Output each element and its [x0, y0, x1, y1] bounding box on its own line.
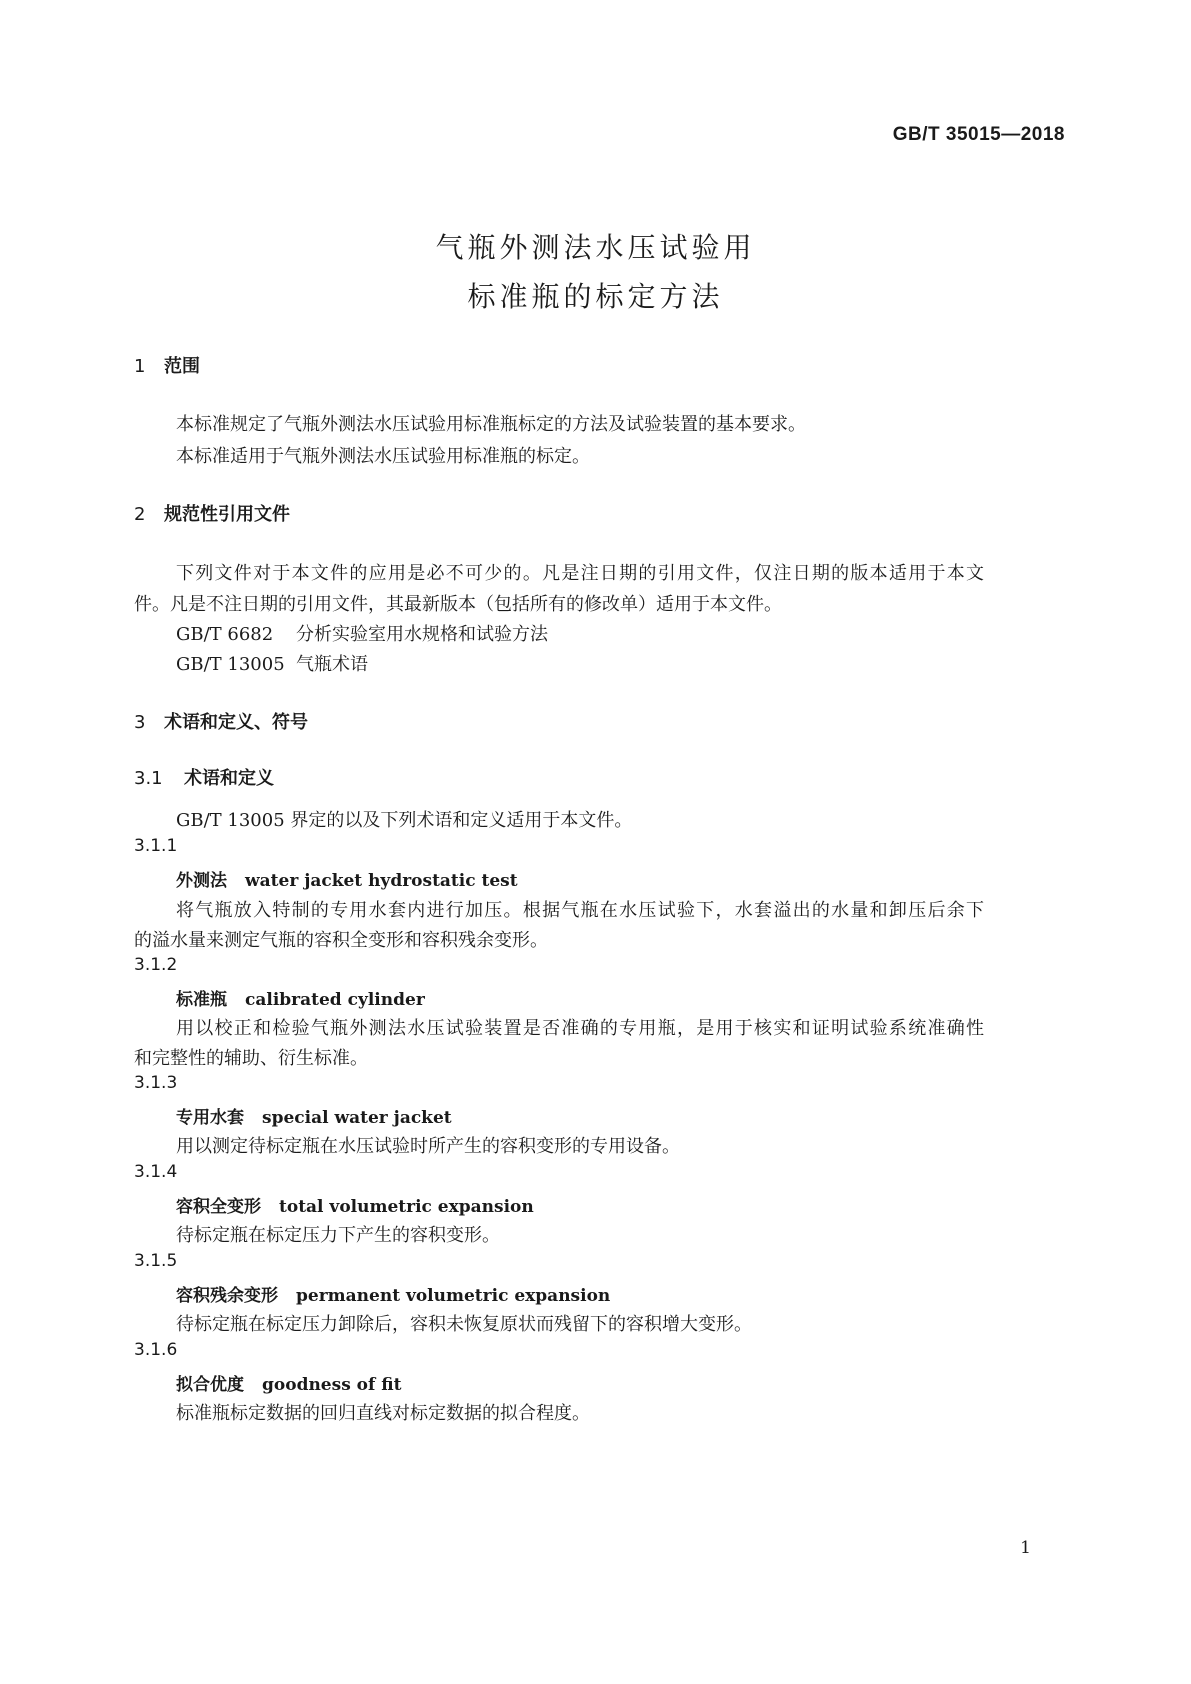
standard-number: GB/T 35015—2018	[892, 124, 1065, 145]
section-title: 规范性引用文件	[164, 504, 290, 525]
term-number: 3.1.5	[134, 1251, 178, 1271]
term-heading	[176, 1192, 534, 1217]
paragraph: GB/T 13005 界定的以及下列术语和定义适用于本文件。	[176, 810, 633, 831]
term-number: 3.1.2	[134, 955, 178, 975]
reference-item	[176, 620, 548, 646]
term-zh: 拟合优度	[176, 1375, 244, 1395]
term-en: goodness of fit	[262, 1375, 402, 1395]
term-number: 3.1.6	[134, 1340, 178, 1360]
reference-title: 气瓶术语	[296, 654, 368, 675]
term-zh: 容积全变形	[176, 1197, 261, 1217]
term-definition: 用以校正和检验气瓶外测法水压试验装置是否准确的专用瓶，是用于核实和证明试验系统准确性	[176, 1018, 984, 1039]
term-en: special water jacket	[262, 1108, 452, 1128]
term-definition: 标准瓶标定数据的回归直线对标定数据的拟合程度。	[176, 1403, 590, 1424]
term-definition: 用以测定待标定瓶在水压试验时所产生的容积变形的专用设备。	[176, 1136, 680, 1157]
term-number: 3.1.3	[134, 1073, 178, 1093]
section-number: 1	[134, 356, 146, 377]
term-heading	[176, 1103, 452, 1128]
term-definition: 和完整性的辅助、衍生标准。	[134, 1048, 368, 1069]
paragraph: 件。凡是不注日期的引用文件，其最新版本（包括所有的修改单）适用于本文件。	[134, 594, 782, 615]
section-number: 2	[134, 504, 146, 525]
term-zh: 外测法	[176, 871, 227, 891]
section-number: 3	[134, 712, 146, 733]
paragraph: 下列文件对于本文件的应用是必不可少的。凡是注日期的引用文件，仅注日期的版本适用于本文	[176, 563, 984, 584]
term-heading	[176, 985, 425, 1010]
term-definition: 待标定瓶在标定压力下产生的容积变形。	[176, 1225, 500, 1246]
term-en: permanent volumetric expansion	[296, 1286, 611, 1306]
term-en: total volumetric expansion	[279, 1197, 534, 1217]
reference-code: GB/T 13005	[176, 654, 285, 675]
document-title-line2: 标准瓶的标定方法	[467, 280, 724, 313]
paragraph: 本标准规定了气瓶外测法水压试验用标准瓶标定的方法及试验装置的基本要求。	[176, 414, 806, 435]
reference-item	[176, 650, 368, 676]
document-title-line1: 气瓶外测法水压试验用	[435, 231, 756, 264]
page-number: 1	[1020, 1538, 1031, 1558]
term-heading	[176, 1281, 610, 1306]
term-zh: 专用水套	[176, 1108, 244, 1128]
term-number: 3.1.4	[134, 1162, 178, 1182]
term-zh: 标准瓶	[176, 990, 227, 1010]
term-zh: 容积残余变形	[176, 1286, 278, 1306]
term-number: 3.1.1	[134, 836, 178, 856]
term-definition: 将气瓶放入特制的专用水套内进行加压。根据气瓶在水压试验下，水套溢出的水量和卸压后余下	[176, 900, 984, 921]
term-en: water jacket hydrostatic test	[245, 871, 518, 891]
subsection-3-1-heading	[134, 764, 274, 790]
section-2-heading	[134, 500, 290, 526]
paragraph: 本标准适用于气瓶外测法水压试验用标准瓶的标定。	[176, 446, 590, 467]
term-heading	[176, 866, 518, 891]
term-en: calibrated cylinder	[245, 990, 425, 1010]
subsection-number: 3.1	[134, 768, 163, 789]
reference-title: 分析实验室用水规格和试验方法	[296, 624, 548, 645]
term-definition: 的溢水量来测定气瓶的容积全变形和容积残余变形。	[134, 930, 548, 951]
section-title: 范围	[164, 356, 200, 377]
section-1-heading	[134, 352, 200, 378]
section-title: 术语和定义、符号	[164, 712, 308, 733]
term-heading	[176, 1370, 401, 1395]
reference-code: GB/T 6682	[176, 624, 274, 645]
section-3-heading	[134, 708, 308, 734]
term-definition: 待标定瓶在标定压力卸除后，容积未恢复原状而残留下的容积增大变形。	[176, 1314, 752, 1335]
subsection-title: 术语和定义	[184, 768, 274, 789]
